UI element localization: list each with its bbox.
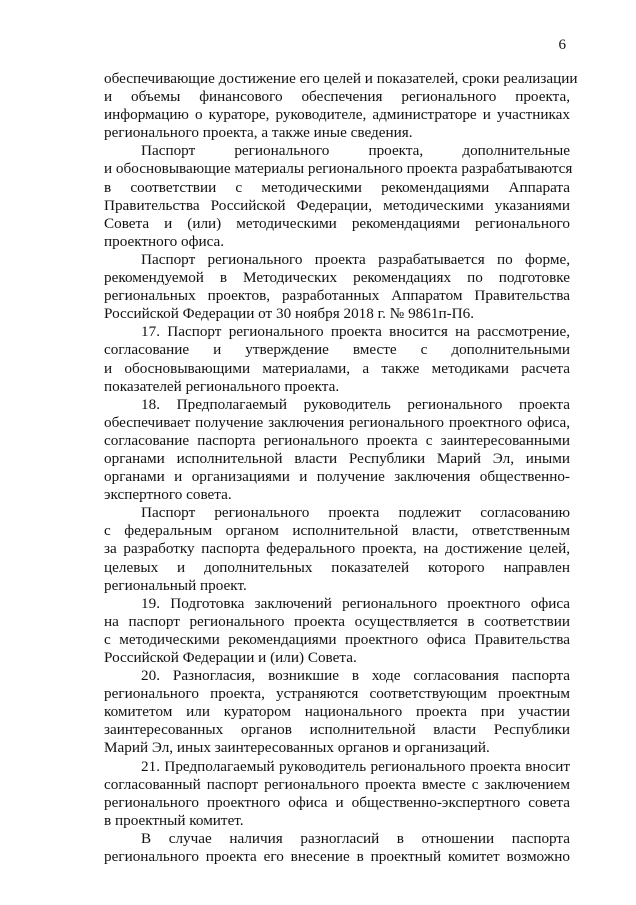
text-line: и обосновывающими материалами, а также методиками расчета — [104, 359, 570, 377]
text-line: проектного офиса. — [104, 232, 225, 250]
paragraph — [104, 504, 570, 594]
text-line: Марий Эл, иных заинтересованных органов и организаций. — [104, 739, 490, 757]
text-line: региональных проектов, разработанных Аппаратом Правительства — [104, 287, 570, 305]
text-line: согласование паспорта регионального проекта с заинтересованными — [104, 431, 570, 449]
paragraph — [104, 667, 570, 757]
text-line: с методическими рекомендациями проектного офиса Правительства — [104, 630, 570, 648]
text-line: В случае наличия разногласий в отношении паспорта — [141, 829, 570, 847]
text-line: целевых и дополнительных показателей которого направлен — [104, 558, 570, 576]
text-line: Паспорт регионального проекта подлежит согласованию — [141, 504, 570, 522]
paragraph — [104, 396, 570, 505]
text-line: регионального проекта его внесение в проектный комитет возможно — [104, 848, 570, 866]
text-line: согласование и утверждение вместе с дополнительными — [104, 341, 570, 359]
text-line: рекомендуемой в Методических рекомендациях по подготовке — [104, 269, 570, 287]
text-line: заинтересованных органов исполнительной власти Республики — [104, 721, 570, 739]
text-line: региональный проект. — [104, 576, 247, 594]
text-line: показателей регионального проекта. — [104, 377, 340, 395]
text-line: Совета и (или) методическими рекомендациями регионального — [104, 214, 570, 232]
paragraph — [104, 830, 570, 866]
text-line: Российской Федерации от 30 ноября 2018 г. № 9861п-П6. — [104, 305, 474, 323]
text-line: экспертного совета. — [104, 486, 232, 504]
text-line: органами исполнительной власти Республики Марий Эл, иными — [104, 449, 570, 467]
text-line: в проектный комитет. — [104, 811, 244, 829]
page-number: 6 — [558, 37, 566, 53]
text-line: за разработку паспорта федерального проекта, на достижение целей, — [104, 540, 570, 558]
paragraph — [104, 758, 570, 830]
text-line: обеспечивает получение заключения регионального проектного офиса, — [104, 413, 570, 431]
paragraph — [104, 595, 570, 667]
paragraph — [104, 142, 573, 251]
text-line: Правительства Российской Федерации, методическими указаниями — [104, 196, 570, 214]
paragraph — [104, 323, 570, 395]
text-line: 18. Предполагаемый руководитель регионального проекта — [141, 395, 570, 413]
text-line: регионального проекта, а также иные сведения. — [104, 124, 413, 142]
document-body — [104, 70, 578, 866]
paragraph — [104, 70, 578, 142]
text-line: 21. Предполагаемый руководитель регионального проекта вносит — [141, 757, 570, 775]
text-line: с федеральным органом исполнительной власти, ответственным — [104, 522, 570, 540]
text-line: регионального проекта, устраняются соответствующим проектным — [104, 685, 570, 703]
text-line: на паспорт регионального проекта осуществляется в соответствии — [104, 612, 570, 630]
text-line: регионального проектного офиса и общественно-экспертного совета — [104, 793, 570, 811]
paragraph — [104, 251, 570, 323]
text-line: согласованный паспорт регионального проекта вместе с заключением — [104, 775, 570, 793]
text-line: 19. Подготовка заключений регионального проектного офиса — [141, 594, 570, 612]
text-line: 20. Разногласия, возникшие в ходе согласования паспорта — [141, 667, 570, 685]
text-line: информацию о кураторе, руководителе, администраторе и участниках — [104, 106, 570, 124]
text-line: комитетом или куратором национального проекта при участии — [104, 703, 570, 721]
text-line: Паспорт регионального проекта, дополнительные — [141, 142, 570, 160]
text-line: обеспечивающие достижение его целей и показателей, сроки реализации — [104, 70, 578, 87]
text-line: и обосновывающие материалы регионального проекта разрабатываются — [104, 160, 573, 178]
text-line: и объемы финансового обеспечения регионального проекта, — [104, 88, 570, 106]
text-line: в соответствии с методическими рекомендациями Аппарата — [104, 178, 570, 196]
text-line: 17. Паспорт регионального проекта вносится на рассмотрение, — [141, 323, 570, 341]
text-line: Российской Федерации и (или) Совета. — [104, 649, 357, 666]
text-line: органами и организациями и получение заключения общественно- — [104, 468, 570, 486]
text-line: Паспорт регионального проекта разрабатывается по форме, — [141, 250, 570, 268]
